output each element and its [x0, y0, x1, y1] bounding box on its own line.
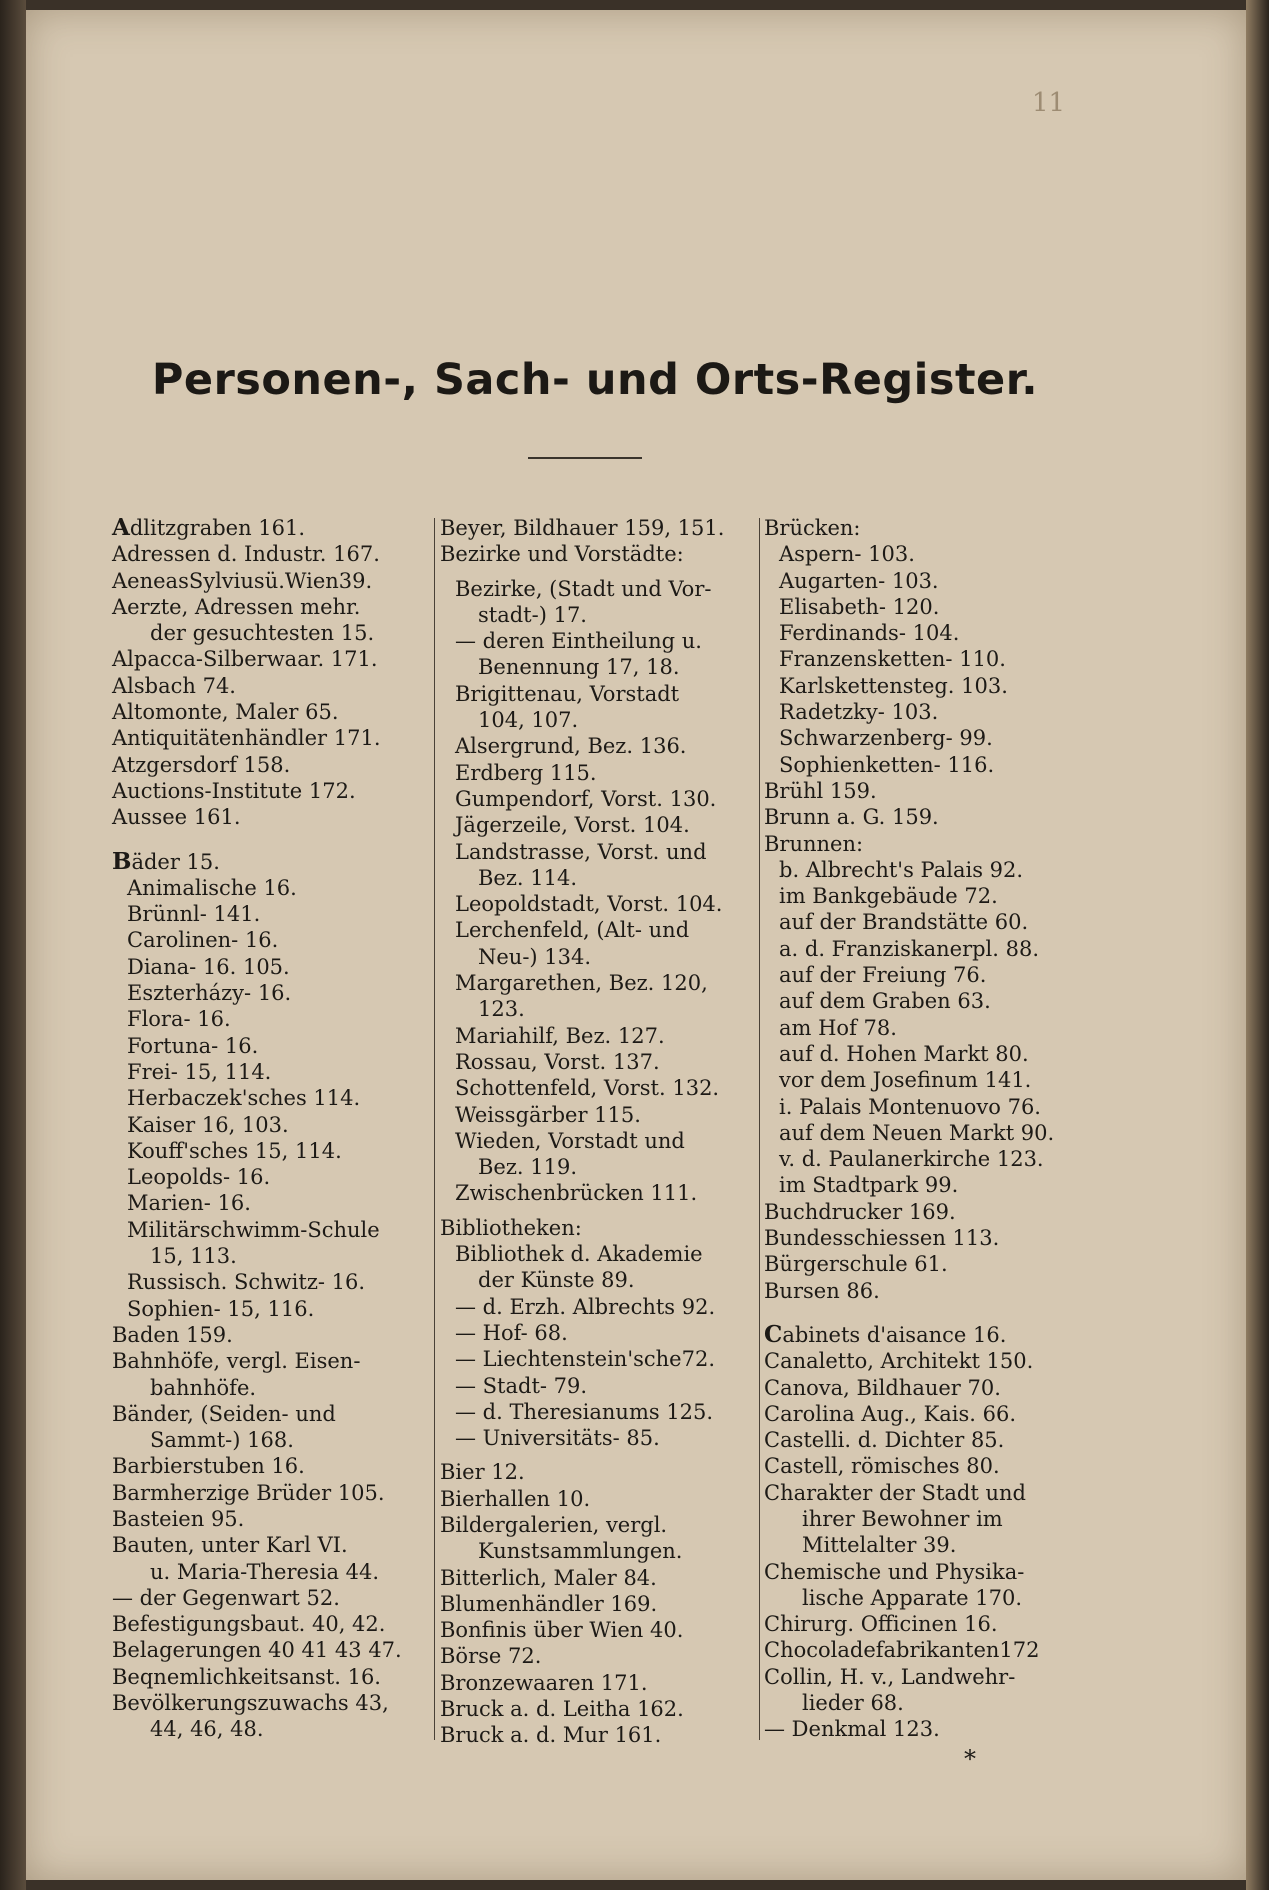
index-entry: Zwischenbrücken 111.: [455, 1181, 698, 1206]
index-entry: Bursen 86.: [764, 1278, 880, 1303]
index-entry: Bruck a. d. Mur 161.: [440, 1723, 662, 1748]
index-entry: Buchdrucker 169.: [764, 1199, 956, 1224]
index-entry: i. Palais Montenuovo 76.: [779, 1094, 1041, 1119]
index-entry: — Hof- 68.: [455, 1320, 568, 1345]
index-entry: Bezirke und Vorstädte:: [440, 542, 684, 567]
index-entry: Bezirke, (Stadt und Vor-: [455, 576, 712, 601]
index-entry: im Bankgebäude 72.: [779, 884, 998, 909]
index-entry: Neu-) 134.: [478, 944, 592, 969]
index-entry: 44, 46, 48.: [150, 1717, 264, 1742]
index-entry: Brünnl- 141.: [127, 902, 261, 927]
index-entry: Brunnen:: [764, 831, 864, 856]
index-entry: Lerchenfeld, (Alt- und: [455, 918, 690, 943]
index-entry: Basteien 95.: [112, 1506, 245, 1531]
index-entry: Bevölkerungszuwachs 43,: [112, 1691, 389, 1716]
index-entry: 15, 113.: [150, 1244, 237, 1269]
index-entry: auf der Brandstätte 60.: [779, 910, 1029, 935]
index-entry: Ferdinands- 104.: [779, 621, 960, 646]
index-entry: Chemische und Physika-: [764, 1559, 1025, 1584]
index-entry: Aspern- 103.: [779, 542, 915, 567]
index-entry: Marien- 16.: [127, 1191, 251, 1216]
index-entry: Bäder 15.: [112, 847, 220, 875]
index-entry: 123.: [478, 997, 525, 1022]
index-entry: Schottenfeld, Vorst. 132.: [455, 1076, 720, 1101]
index-entry: Eszterházy- 16.: [127, 981, 292, 1006]
index-entry: Charakter der Stadt und: [764, 1480, 1026, 1505]
index-entry: Alsergrund, Bez. 136.: [455, 734, 687, 759]
index-entry: Sophienketten- 116.: [779, 752, 995, 777]
index-entry: Chirurg. Officinen 16.: [764, 1612, 998, 1637]
index-column-1: [112, 515, 430, 1743]
index-entry: Kouff'sches 15, 114.: [127, 1138, 342, 1163]
index-entry: b. Albrecht's Palais 92.: [779, 857, 1024, 882]
index-entry: Chocoladefabrikanten172: [764, 1638, 1040, 1663]
index-entry: Diana- 16. 105.: [127, 954, 290, 979]
index-entry: Landstrasse, Vorst. und: [455, 839, 707, 864]
index-entry: auf der Freiung 76.: [779, 963, 987, 988]
index-entry: Militärschwimm-Schule: [127, 1217, 380, 1242]
index-entry: — Denkmal 123.: [764, 1717, 940, 1742]
index-entry: Russisch. Schwitz- 16.: [127, 1270, 366, 1295]
index-entry: Alsbach 74.: [112, 673, 236, 698]
index-entry: Adressen d. Industr. 167.: [112, 542, 380, 567]
index-entry: Margarethen, Bez. 120,: [455, 971, 708, 996]
index-entry: Belagerungen 40 41 43 47.: [112, 1638, 402, 1663]
index-entry: — Liechtenstein'sche72.: [455, 1347, 715, 1372]
index-entry: Karlskettensteg. 103.: [779, 673, 1008, 698]
index-entry: Flora- 16.: [127, 1007, 231, 1032]
index-entry: Antiquitätenhändler 171.: [112, 726, 381, 751]
index-entry: Auctions-Institute 172.: [112, 778, 356, 803]
index-entry: stadt-) 17.: [478, 602, 587, 627]
index-entry: Kunstsammlungen.: [478, 1539, 683, 1564]
index-entry: Animalische 16.: [127, 875, 297, 900]
index-entry: bahnhöfe.: [150, 1375, 257, 1400]
index-entry: Blumenhändler 169.: [440, 1591, 658, 1616]
index-entry: Bruck a. d. Leitha 162.: [440, 1697, 684, 1722]
index-entry: auf dem Graben 63.: [779, 989, 991, 1014]
index-entry: Beqnemlichkeitsanst. 16.: [112, 1664, 381, 1689]
index-entry: Barbierstuben 16.: [112, 1454, 305, 1479]
index-entry: Brigittenau, Vorstadt: [455, 681, 680, 706]
index-entry: Carolina Aug., Kais. 66.: [764, 1401, 1017, 1426]
index-entry: Collin, H. v., Landwehr-: [764, 1664, 1016, 1689]
index-entry: Mittelalter 39.: [802, 1533, 957, 1558]
index-entry: Kaiser 16, 103.: [127, 1112, 289, 1137]
index-entry: vor dem Josefinum 141.: [779, 1068, 1032, 1093]
index-entry: Bahnhöfe, vergl. Eisen-: [112, 1349, 361, 1374]
index-entry: Aussee 161.: [112, 805, 241, 830]
index-entry: Castelli. d. Dichter 85.: [764, 1428, 1005, 1453]
index-entry: — d. Theresianums 125.: [455, 1399, 714, 1424]
index-entry: Benennung 17, 18.: [478, 655, 680, 680]
index-entry: Erdberg 115.: [455, 760, 597, 785]
index-entry: Bonfinis über Wien 40.: [440, 1618, 684, 1643]
index-entry: u. Maria-Theresia 44.: [150, 1559, 380, 1584]
index-entry: Carolinen- 16.: [127, 928, 279, 953]
index-entry: am Hof 78.: [779, 1015, 897, 1040]
index-entry: Bundesschiessen 113.: [764, 1226, 1000, 1251]
index-entry: Sammt-) 168.: [150, 1428, 294, 1453]
column-separator: [434, 518, 435, 1740]
index-entry: Frei- 15, 114.: [127, 1059, 272, 1084]
index-entry: Weissgärber 115.: [455, 1102, 641, 1127]
index-entry: Bibliothek d. Akademie: [455, 1242, 703, 1267]
index-entry: Baden 159.: [112, 1322, 233, 1347]
index-entry: Sophien- 15, 116.: [127, 1296, 315, 1321]
index-entry: Bier 12.: [440, 1460, 525, 1485]
index-entry: Augarten- 103.: [779, 568, 939, 593]
index-entry: Bildergalerien, vergl.: [440, 1512, 668, 1537]
index-entry: Bierhallen 10.: [440, 1486, 591, 1511]
index-entry: Beyer, Bildhauer 159, 151.: [440, 516, 725, 540]
column-separator: [759, 518, 760, 1740]
index-entry: — d. Erzh. Albrechts 92.: [455, 1294, 716, 1319]
title-rule: [528, 457, 642, 459]
index-entry: — der Gegenwart 52.: [112, 1585, 340, 1610]
index-column-2: [440, 515, 756, 1749]
index-entry: Barmherzige Brüder 105.: [112, 1480, 385, 1505]
index-entry: Bez. 114.: [478, 865, 578, 890]
index-entry: Herbaczek'sches 114.: [127, 1086, 361, 1111]
index-entry: Adlitzgraben 161.: [112, 514, 306, 541]
index-entry: Brunn a. G. 159.: [764, 805, 939, 830]
index-entry: — Stadt- 79.: [455, 1373, 588, 1398]
index-entry: Canaletto, Architekt 150.: [764, 1349, 1034, 1374]
book-spine-shadow: [0, 0, 26, 1890]
page-title: Personen-, Sach- und Orts-Register.: [151, 355, 1039, 405]
index-entry: ihrer Bewohner im: [802, 1506, 1003, 1531]
index-entry: Bänder, (Seiden- und: [112, 1401, 336, 1426]
index-entry: Atzgersdorf 158.: [112, 752, 291, 777]
index-entry: Bronzewaaren 171.: [440, 1670, 648, 1695]
index-entry: Börse 72.: [440, 1644, 542, 1669]
index-entry: auf d. Hohen Markt 80.: [779, 1041, 1029, 1066]
index-entry: Gumpendorf, Vorst. 130.: [455, 786, 717, 811]
index-entry: Alpacca-Silberwaar. 171.: [112, 647, 378, 672]
index-entry: Bez. 119.: [478, 1155, 578, 1180]
index-entry: Brühl 159.: [764, 778, 877, 803]
index-entry: Radetzky- 103.: [779, 700, 939, 725]
index-entry: Mariahilf, Bez. 127.: [455, 1023, 665, 1048]
index-entry: Bürgerschule 61.: [764, 1252, 948, 1277]
index-entry: — Universitäts- 85.: [455, 1426, 660, 1451]
index-entry: Castell, römisches 80.: [764, 1454, 1000, 1479]
index-entry: Fortuna- 16.: [127, 1033, 259, 1058]
index-entry: der gesuchtesten 15.: [150, 621, 375, 646]
index-entry: der Künste 89.: [478, 1268, 635, 1293]
index-entry: lische Apparate 170.: [802, 1585, 1023, 1610]
index-entry: Leopolds- 16.: [127, 1165, 271, 1190]
index-entry: Canova, Bildhauer 70.: [764, 1375, 1001, 1400]
index-entry: Bauten, unter Karl VI.: [112, 1533, 348, 1558]
index-entry: Jägerzeile, Vorst. 104.: [455, 813, 690, 838]
index-entry: Wieden, Vorstadt und: [455, 1128, 685, 1153]
index-entry: — deren Eintheilung u.: [455, 629, 702, 654]
index-entry: Schwarzenberg- 99.: [779, 726, 993, 751]
index-entry: Befestigungsbaut. 40, 42.: [112, 1612, 386, 1637]
index-entry: AeneasSylviusü.Wien39.: [112, 568, 373, 593]
index-entry: a. d. Franziskanerpl. 88.: [779, 936, 1040, 961]
index-entry: im Stadtpark 99.: [779, 1173, 959, 1198]
index-entry: Bitterlich, Maler 84.: [440, 1565, 657, 1590]
index-entry: Cabinets d'aisance 16.: [764, 1320, 1007, 1348]
index-entry: Leopoldstadt, Vorst. 104.: [455, 892, 723, 917]
footer-mark: *: [964, 1745, 976, 1773]
index-entry: Franzensketten- 110.: [779, 647, 1006, 672]
index-entry: 104, 107.: [478, 708, 579, 733]
page-number: 11: [1032, 88, 1066, 118]
index-entry: Aerzte, Adressen mehr.: [112, 594, 361, 619]
index-entry: Bibliotheken:: [440, 1215, 582, 1240]
page-edge: [1246, 0, 1269, 1890]
index-column-3: [764, 515, 1094, 1743]
index-entry: Altomonte, Maler 65.: [112, 700, 339, 725]
index-entry: v. d. Paulanerkirche 123.: [779, 1147, 1044, 1172]
index-entry: Rossau, Vorst. 137.: [455, 1049, 660, 1074]
index-entry: Brücken:: [764, 516, 861, 540]
index-entry: Elisabeth- 120.: [779, 594, 940, 619]
index-entry: auf dem Neuen Markt 90.: [779, 1120, 1055, 1145]
index-entry: lieder 68.: [802, 1691, 904, 1716]
